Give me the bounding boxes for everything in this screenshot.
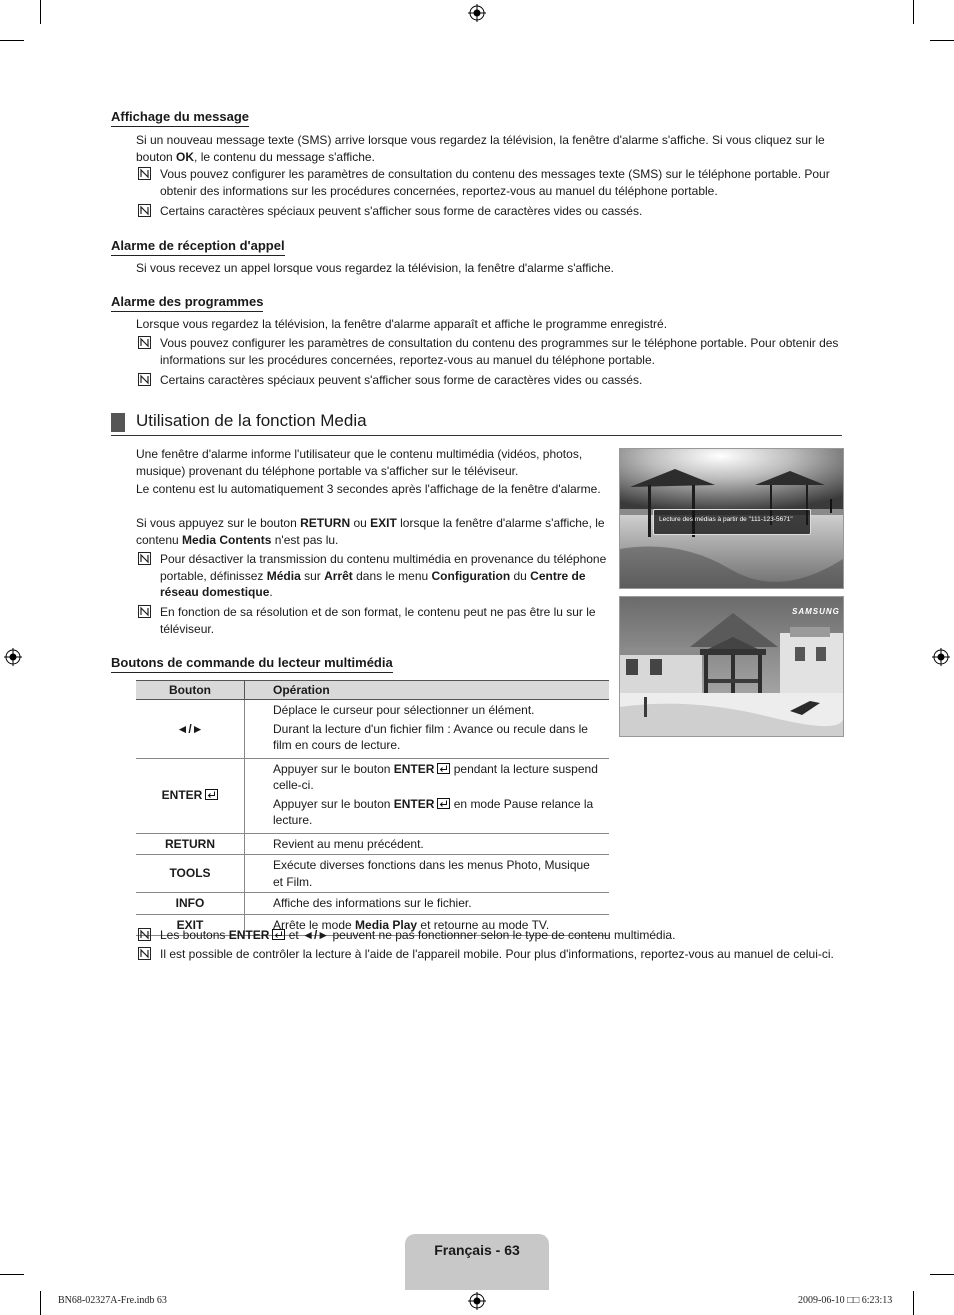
date-slug: 2009-06-10 □□ 6:23:13	[798, 1295, 893, 1306]
crop-mark	[913, 1291, 914, 1315]
page-number: Français - 63	[434, 1242, 520, 1258]
note: Il est possible de contrôler la lecture à l'aide de l'appareil mobile. Pour plus d'informations, reportez-vous au manuel de celui-ci.	[136, 946, 846, 963]
enter-icon	[437, 763, 450, 774]
note-icon	[138, 552, 151, 565]
note-icon	[138, 947, 151, 960]
paragraph: Si vous recevez un appel lorsque vous regardez la télévision, la fenêtre d'alarme s'affiche.	[136, 261, 614, 275]
note: En fonction de sa résolution et de son format, le contenu peut ne pas être lu sur le téléviseur.	[136, 604, 608, 637]
file-slug: BN68-02327A-Fre.indb 63	[58, 1295, 167, 1306]
crop-mark	[930, 1274, 954, 1275]
section-title	[111, 411, 842, 436]
operation-cell: Déplace le curseur pour sélectionner un élément. Durant la lecture d'un fichier film : Avance ou recule dans le film en cours de lecture.	[245, 700, 610, 759]
operation-cell: Exécute diverses fonctions dans les menus Photo, Musique et Film.	[245, 855, 610, 893]
enter-icon	[272, 929, 285, 940]
key-cell: EXIT	[136, 914, 245, 936]
crop-mark	[0, 1274, 24, 1275]
operation-cell: Arrête le mode Media Play et retourne au mode TV.	[245, 914, 610, 936]
beach-photo	[619, 448, 844, 589]
paragraph: Lorsque vous regardez la télévision, la fenêtre d'alarme apparaît et affiche le programme enregistré.	[136, 317, 668, 331]
note: Pour désactiver la transmission du contenu multimédia en provenance du téléphone portable, définissez Média sur Arrêt dans le menu Configuration du Centre de réseau domestique.	[136, 551, 608, 601]
operation-cell: Affiche des informations sur le fichier.	[245, 893, 610, 915]
note: Certains caractères spéciaux peuvent s'afficher sous forme de caractères vides ou cassés.	[136, 203, 846, 220]
table-row	[136, 700, 609, 759]
note-icon	[138, 204, 151, 217]
section-bar	[111, 413, 125, 432]
enter-icon	[205, 789, 218, 800]
osd-alarm-text: Lecture des médias à partir de "111-123-5671"	[659, 516, 793, 523]
paragraph: Si vous appuyez sur le bouton RETURN ou EXIT lorsque la fenêtre d'alarme s'affiche, le contenu Media Contents n'est pas lu.	[136, 516, 605, 547]
paragraph: Si un nouveau message texte (SMS) arrive lorsque vous regardez la télévision, la fenêtre d'alarme s'affiche. Si vous cliquez sur le bouton OK, le contenu du message s'affiche.	[136, 133, 825, 164]
section-title-text: Utilisation de la fonction Media	[136, 411, 367, 430]
key-cell: TOOLS	[136, 855, 245, 893]
registration-mark-icon	[932, 648, 950, 666]
key-cell: ENTER	[136, 758, 245, 833]
enter-icon	[437, 798, 450, 809]
note-icon	[138, 336, 151, 349]
crop-mark	[0, 40, 24, 41]
key-cell: INFO	[136, 893, 245, 915]
controls-table	[136, 680, 609, 936]
osd-alarm-window	[653, 509, 811, 535]
note: Certains caractères spéciaux peuvent s'afficher sous forme de caractères vides ou cassés.	[136, 372, 846, 389]
samsung-logo: SAMSUNG	[792, 607, 840, 616]
note-icon	[138, 167, 151, 180]
subheading-boutons: Boutons de commande du lecteur multimédia	[111, 655, 393, 673]
key-cell: ◄/►	[136, 700, 245, 759]
column-header-button: Bouton	[136, 681, 245, 700]
gazebo-photo	[619, 596, 844, 737]
key-cell: RETURN	[136, 833, 245, 855]
crop-mark	[40, 1291, 41, 1315]
crop-mark	[930, 40, 954, 41]
note-icon	[138, 928, 151, 941]
crop-mark	[40, 0, 41, 24]
table-header-row	[136, 681, 609, 700]
table-row	[136, 758, 609, 833]
operation-cell: Appuyer sur le bouton ENTER pendant la lecture suspend celle-ci. Appuyer sur le bouton ENTER en mode Pause relance la lecture.	[245, 758, 610, 833]
table-row	[136, 855, 609, 893]
registration-mark-icon	[468, 4, 486, 22]
note-icon	[138, 373, 151, 386]
registration-mark-icon	[468, 1292, 486, 1310]
operation-cell: Revient au menu précédent.	[245, 833, 610, 855]
registration-mark-icon	[4, 648, 22, 666]
note: Vous pouvez configurer les paramètres de consultation du contenu des programmes sur le téléphone portable. Pour obtenir des informations sur les procédures concernées, reportez-vous au manuel du téléphone portable.	[136, 335, 846, 368]
column-header-operation: Opération	[245, 681, 610, 700]
note: Les boutons ENTER et ◄/► peuvent ne pas fonctionner selon le type de contenu multimédia.	[136, 927, 846, 944]
subheading-affichage: Affichage du message	[111, 109, 249, 127]
crop-mark	[913, 0, 914, 24]
table-row	[136, 833, 609, 855]
paragraph: Une fenêtre d'alarme informe l'utilisateur que le contenu multimédia (vidéos, photos, musique) provenant du téléphone portable va s'afficher sur le téléviseur.	[136, 447, 583, 478]
subheading-programmes: Alarme des programmes	[111, 294, 263, 312]
subheading-appel: Alarme de réception d'appel	[111, 238, 285, 256]
note-icon	[138, 605, 151, 618]
note: Vous pouvez configurer les paramètres de consultation du contenu des messages texte (SMS) sur le téléphone portable. Pour obtenir des informations sur les procédures concernées, reportez-vous au manuel du téléphone portable.	[136, 166, 846, 199]
table-row	[136, 893, 609, 915]
paragraph: Le contenu est lu automatiquement 3 secondes après l'affichage de la fenêtre d'alarme.	[136, 482, 601, 496]
